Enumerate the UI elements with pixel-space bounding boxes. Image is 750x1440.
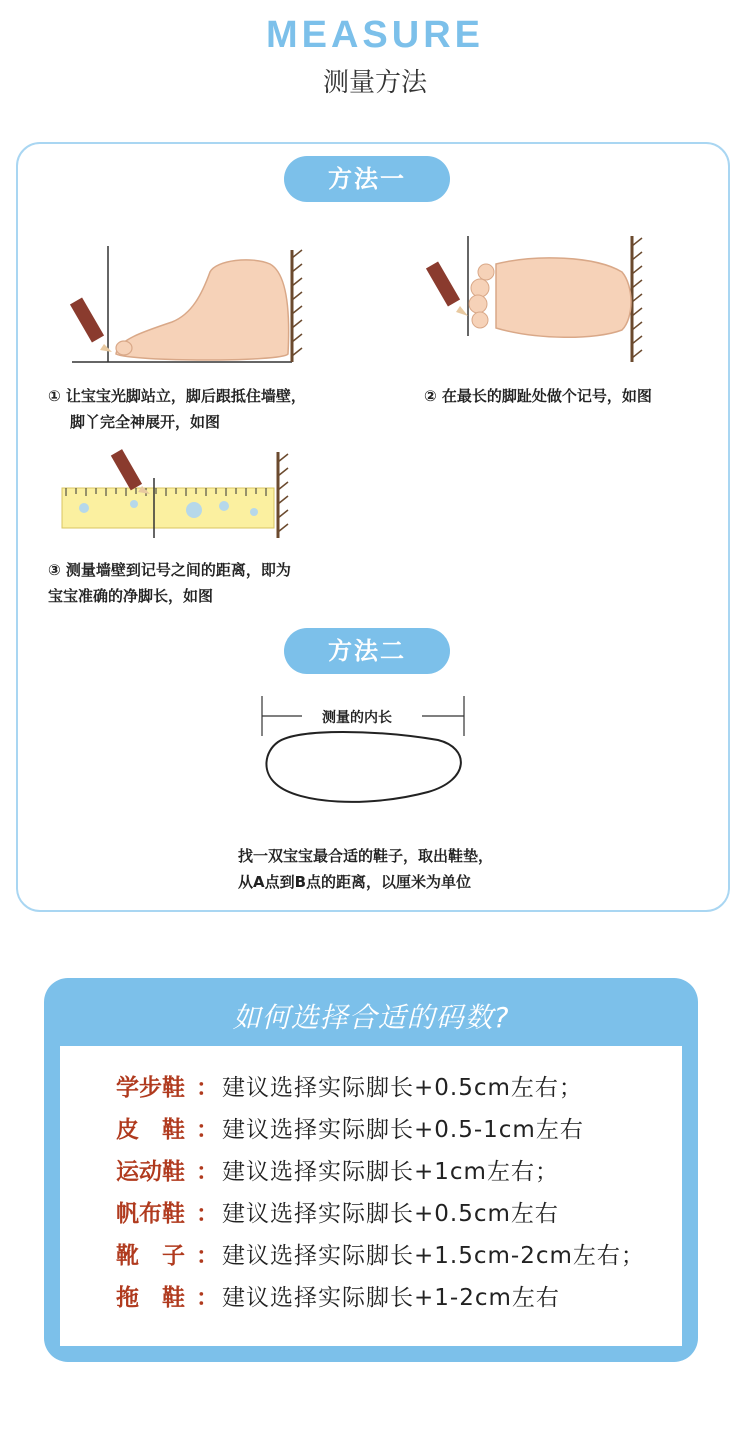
size-guide-title: 如何选择合适的码数? — [232, 1001, 510, 1034]
size-guide-panel — [60, 1046, 682, 1346]
pencil-icon — [426, 261, 468, 316]
method-two-caption-line2: 从A点到B点的距离，以厘米为单位 — [238, 873, 472, 891]
size-row — [116, 1236, 645, 1276]
insole-label: 测量的内长 — [322, 710, 392, 726]
size-row — [116, 1152, 559, 1192]
wall-icon — [278, 452, 288, 538]
size-guide-card — [44, 978, 698, 1362]
size-row-value: 建议选择实际脚长+1.5cm-2cm左右； — [222, 1243, 645, 1269]
step-two-caption: ② 在最长的脚趾处做个记号，如图 — [424, 387, 652, 405]
size-row-colon: ： — [196, 1075, 219, 1101]
page-subtitle: 测量方法 — [322, 68, 427, 98]
size-row-value: 建议选择实际脚长+1-2cm左右 — [222, 1285, 560, 1311]
method-two-caption-line1: 找一双宝宝最合适的鞋子，取出鞋垫， — [238, 847, 494, 865]
size-row — [116, 1068, 583, 1108]
size-row-colon: ： — [196, 1243, 219, 1269]
size-row-colon: ： — [196, 1159, 219, 1185]
method-one-pill: 方法一 — [284, 156, 450, 202]
size-row-colon: ： — [196, 1117, 219, 1143]
size-row-colon: ： — [196, 1285, 219, 1311]
size-row-colon: ： — [196, 1201, 219, 1227]
wall-icon — [632, 236, 642, 362]
foot-top-icon — [416, 236, 666, 376]
size-row-value: 建议选择实际脚长+0.5-1cm左右 — [222, 1117, 584, 1143]
step-one-caption-line1: ① 让宝宝光脚站立，脚后跟抵住墙壁， — [48, 387, 306, 405]
wall-icon — [292, 250, 302, 362]
size-row — [116, 1110, 584, 1150]
pencil-icon — [70, 297, 112, 352]
size-row-value: 建议选择实际脚长+0.5cm左右； — [222, 1075, 583, 1101]
pencil-icon — [111, 449, 150, 494]
ruler-icon — [54, 448, 314, 548]
size-row-value: 建议选择实际脚长+1cm左右； — [222, 1159, 559, 1185]
page-title: MEASURE — [265, 14, 485, 56]
size-row-label: 拖 鞋 — [116, 1285, 185, 1311]
size-row-value: 建议选择实际脚长+0.5cm左右 — [222, 1201, 559, 1227]
method-two-pill: 方法二 — [284, 628, 450, 674]
step-three-caption-line2: 宝宝准确的净脚长，如图 — [48, 587, 214, 605]
size-row-label: 运动鞋 — [116, 1159, 185, 1185]
size-row-label: 学步鞋 — [116, 1075, 185, 1101]
foot-side-icon — [52, 236, 312, 376]
step-one-caption-line2: 脚丫完全神展开，如图 — [70, 413, 221, 431]
size-row — [116, 1278, 560, 1318]
size-row — [116, 1194, 559, 1234]
size-row-label: 帆布鞋 — [116, 1201, 185, 1227]
step-three-caption-line1: ③ 测量墙壁到记号之间的距离，即为 — [48, 561, 291, 579]
measure-card — [16, 142, 730, 912]
size-row-label: 靴 子 — [116, 1243, 185, 1269]
size-row-label: 皮 鞋 — [116, 1117, 185, 1143]
